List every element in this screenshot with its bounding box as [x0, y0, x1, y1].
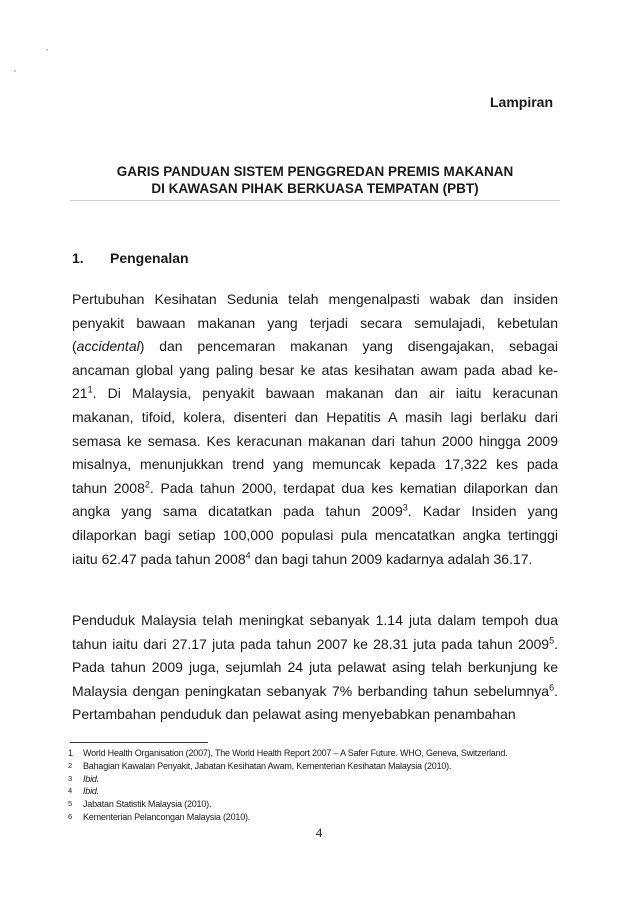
text-line [72, 524, 558, 548]
text-run: 21 [72, 385, 88, 402]
footnote-separator [70, 742, 208, 743]
text-line [72, 312, 558, 336]
text-line [72, 656, 558, 680]
document-title [70, 163, 560, 197]
footnotes [68, 747, 508, 824]
footnote-marker: 4 [68, 786, 72, 796]
text-run: makanan, tifoid, kolera, disenteri dan Hepatitis A masih lagi berlaku dari [72, 408, 558, 425]
text-line [72, 406, 558, 430]
scan-speck [46, 49, 48, 51]
text-run: ) dan pencemaran makanan yang disengajakan, sebagai [139, 338, 558, 355]
footnote-item [68, 747, 508, 760]
footnote-text: Ibid. [83, 773, 100, 784]
text-run: Malaysia dengan peningkatan sebanyak 7% berbanding tahun sebelumnya [72, 682, 550, 699]
footnote-text: Ibid. [83, 786, 100, 797]
text-run: . Kadar Insiden yang [407, 503, 558, 520]
text-line [72, 430, 558, 454]
text-line [72, 288, 558, 312]
footnote-text: Kementerian Pelancongan Malaysia (2010). [83, 811, 251, 822]
italic-term: accidental [76, 338, 140, 355]
text-run: tahun 2008 [72, 479, 145, 496]
footnote-item [68, 785, 508, 798]
text-run: penyakit bawaan makanan yang terjadi secara semulajadi, kebetulan [72, 314, 558, 331]
text-line [72, 500, 558, 524]
text-run: Pertambahan penduduk dan pelawat asing menyebabkan penambahan [72, 706, 516, 723]
section-heading [72, 250, 189, 266]
text-run: dilaporkan bagi setiap 100,000 populasi pula mencatatkan angka tertinggi [72, 526, 558, 543]
page-number: 4 [315, 825, 323, 840]
text-line [72, 633, 558, 657]
footnote-ref: 6 [549, 682, 555, 693]
footnote-marker: 6 [68, 811, 72, 821]
text-run: semasa ke semasa. Kes keracunan makanan dari tahun 2000 hingga 2009 [72, 432, 558, 449]
footnote-ref: 4 [245, 549, 251, 560]
footnote-marker: 5 [68, 799, 72, 809]
footnote-ref: 1 [87, 384, 93, 395]
title-line-1: GARIS PANDUAN SISTEM PENGGREDAN PREMIS MAKANAN [116, 164, 514, 179]
text-run: angka yang sama dicatatkan pada tahun 2009 [72, 503, 403, 520]
text-run: dan bagi tahun 2009 kadarnya adalah 36.17. [250, 550, 533, 567]
title-line-2: DI KAWASAN PIHAK BERKUASA TEMPATAN (PBT) [151, 181, 479, 196]
text-line [72, 382, 558, 406]
section-title: Pengenalan [110, 250, 189, 266]
footnote-item [68, 798, 508, 811]
text-run: Penduduk Malaysia telah meningkat sebanyak 1.14 juta dalam tempoh dua [72, 612, 558, 628]
footnote-item [68, 773, 508, 786]
text-line [72, 335, 558, 359]
text-run: Pada tahun 2009 juga, sejumlah 24 juta pelawat asing telah berkunjung ke [72, 659, 558, 676]
text-line [72, 359, 558, 383]
footnote-ref: 2 [144, 479, 150, 490]
footnote-text: Jabatan Statistik Malaysia (2010). [83, 799, 212, 810]
text-run: tahun iaitu dari 27.17 juta pada tahun 2007 ke 28.31 juta pada tahun 2009 [72, 635, 550, 652]
text-run: iaitu 62.47 pada tahun 2008 [72, 550, 246, 567]
footnote-marker: 3 [68, 773, 72, 783]
text-line [72, 680, 558, 704]
footnote-text: Bahagian Kawalan Penyakit, Jabatan Kesihatan Awam, Kementerian Kesihatan Malaysia (2010). [83, 760, 452, 771]
text-run: . [554, 635, 558, 652]
text-run: ( [72, 338, 77, 355]
appendix-label: Lampiran [489, 94, 553, 110]
footnote-text: World Health Organisation (2007), The World Health Report 2007 – A Safer Future. WHO, Geneva, Switzerland. [83, 748, 508, 758]
text-run: misalnya, menunjukkan trend yang memuncak kepada 17,322 kes pada [72, 456, 558, 473]
scan-speck [14, 70, 16, 72]
text-line [72, 703, 558, 727]
footnote-marker: 2 [68, 760, 72, 770]
text-run: ancaman global yang paling besar ke atas kesihatan awam pada abad ke- [72, 361, 558, 378]
section-number: 1. [72, 250, 84, 266]
body-paragraph-1 [72, 288, 558, 571]
text-run: . Di Malaysia, penyakit bawaan makanan dan air iaitu keracunan [92, 385, 558, 402]
text-line [72, 548, 558, 572]
body-paragraph-2 [72, 609, 558, 727]
footnote-ref: 3 [402, 502, 408, 513]
footnote-item [68, 811, 508, 824]
footnote-ref: 5 [549, 634, 555, 645]
text-line [72, 453, 558, 477]
footnote-marker: 1 [68, 748, 73, 758]
text-run: . [554, 682, 558, 699]
text-line [72, 609, 558, 633]
text-run: . Pada tahun 2000, terdapat dua kes kematian dilaporkan dan [149, 479, 558, 496]
title-underline [70, 200, 560, 201]
text-line [72, 477, 558, 501]
footnote-item [68, 760, 508, 773]
text-run: Pertubuhan Kesihatan Sedunia telah mengenalpasti wabak dan insiden [72, 291, 558, 307]
